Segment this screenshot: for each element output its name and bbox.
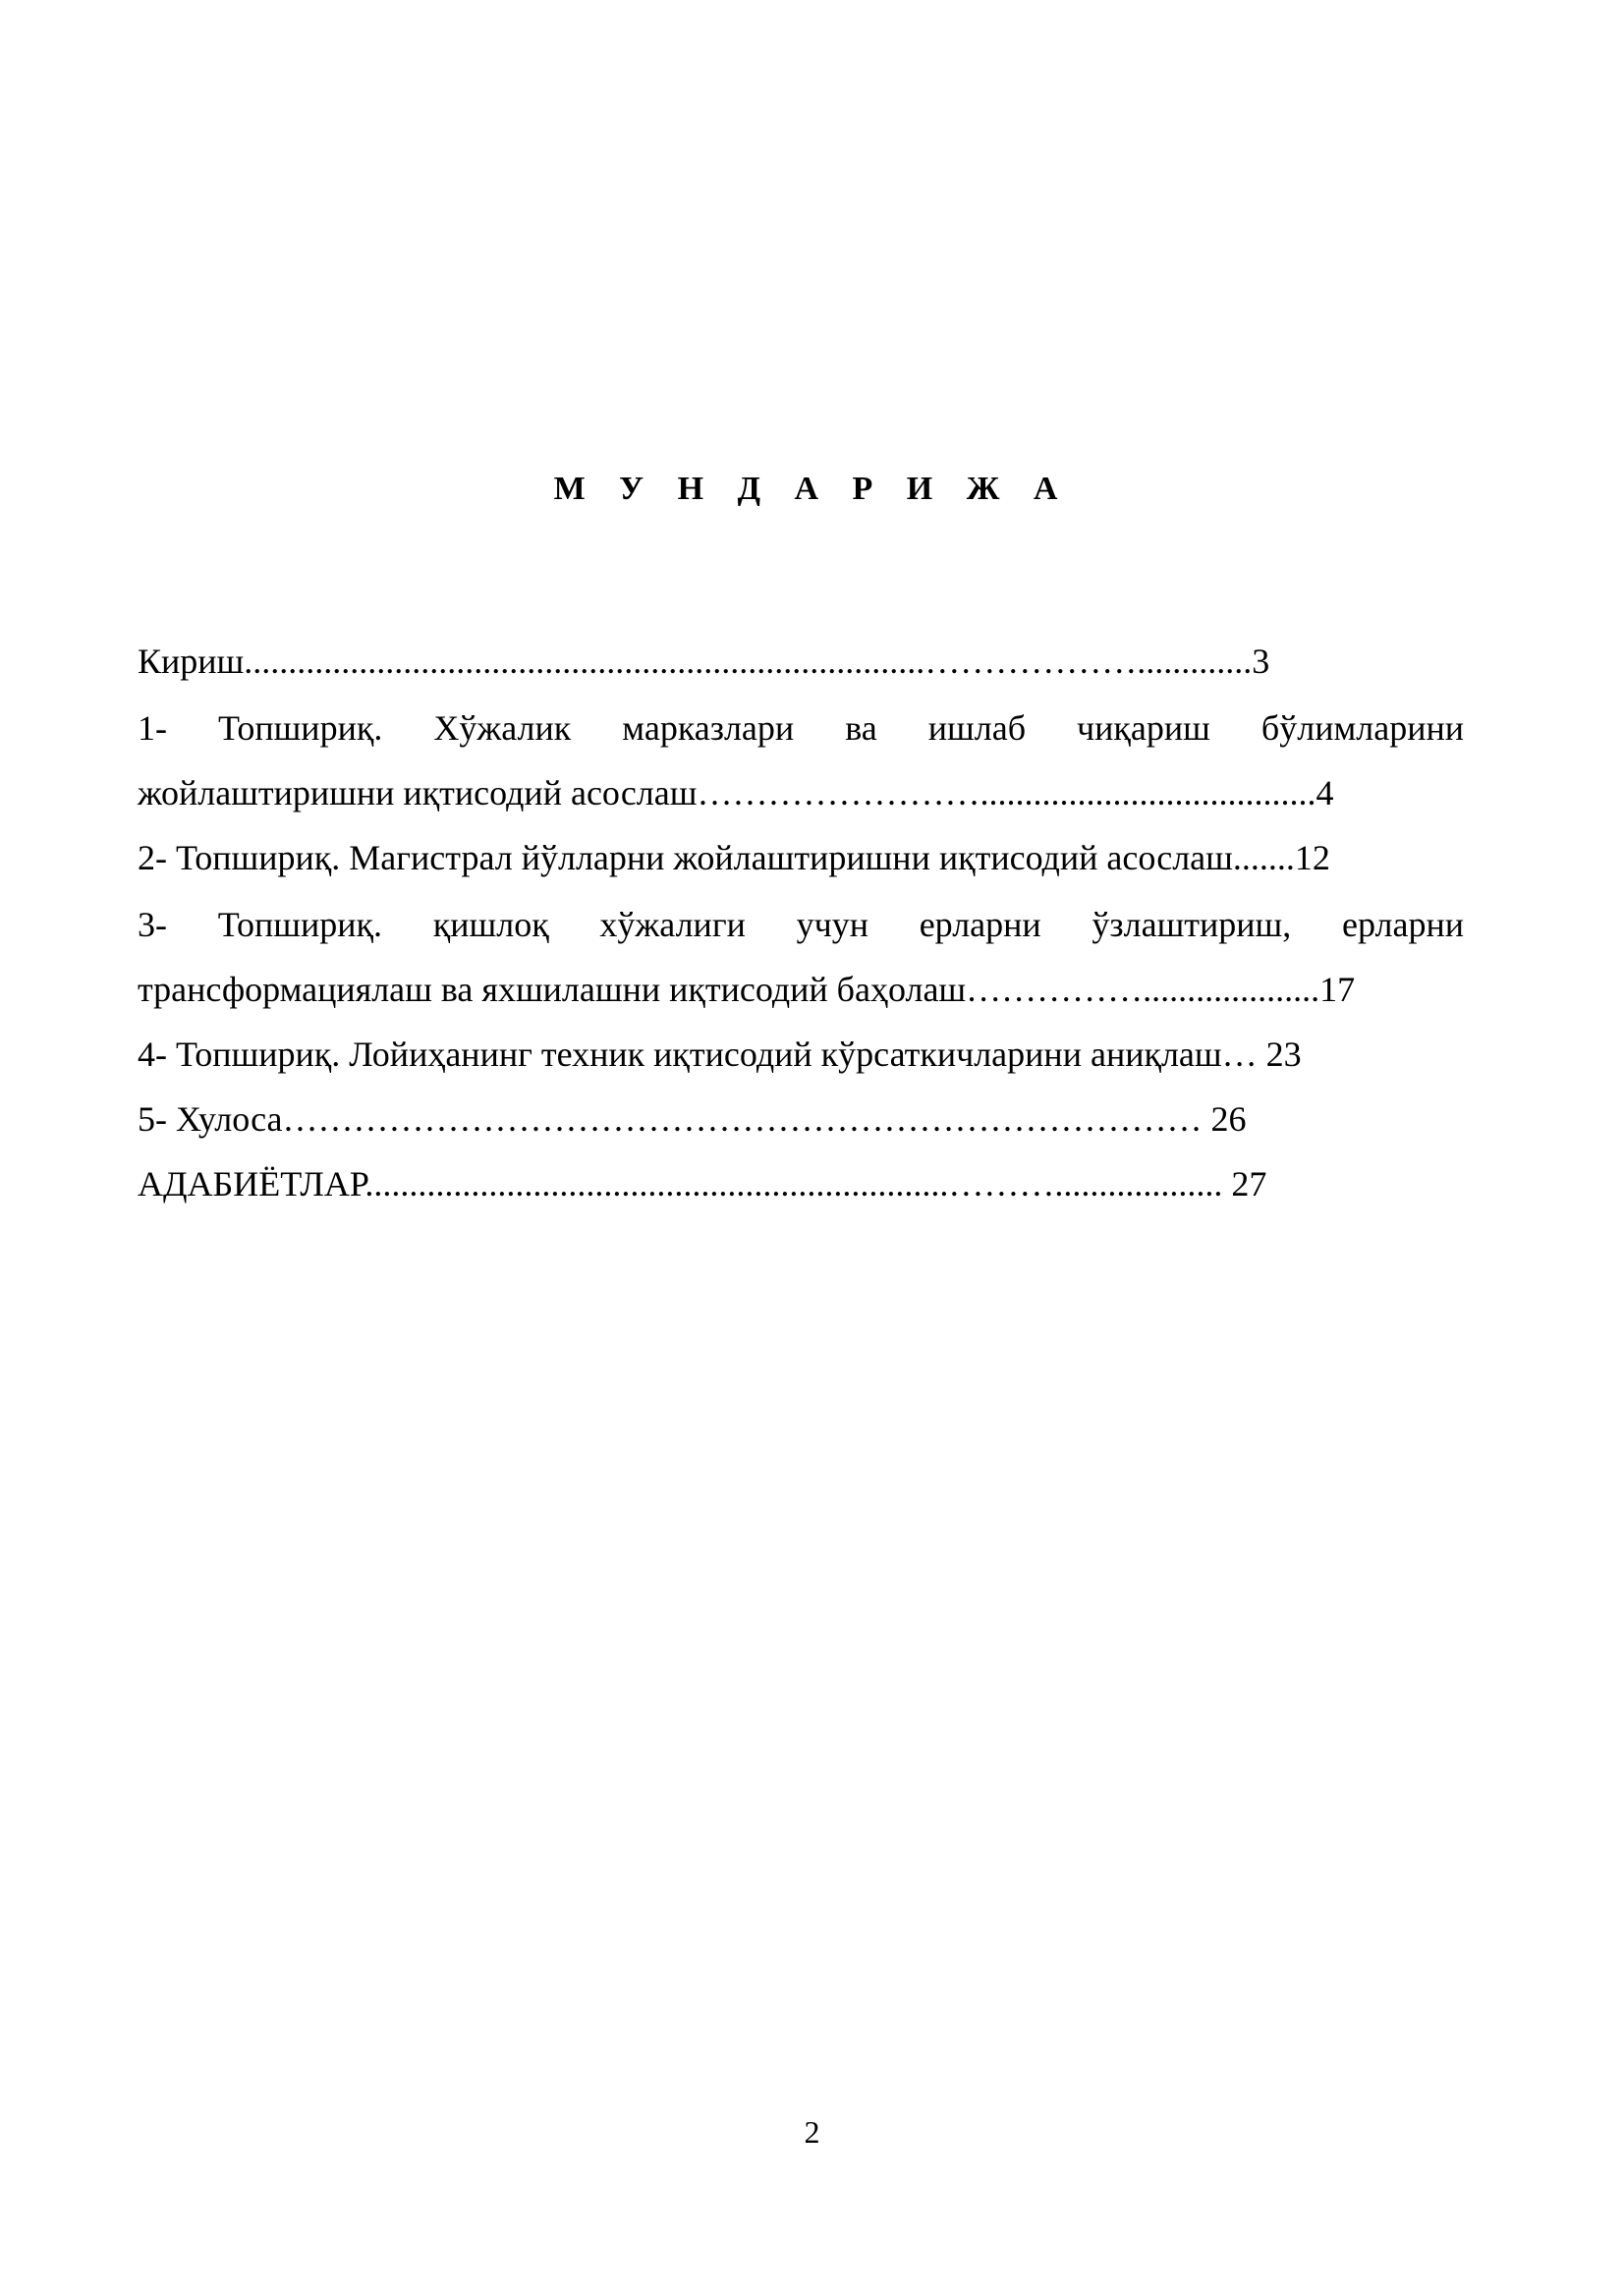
toc-entry-task-1-line-1 <box>138 703 1464 753</box>
toc-entry-task-3-line-1 <box>138 900 1464 949</box>
toc-entry-text: 3- Топшириқ. қишлоқ хўжалиги учун ерларни ўзлаштириш, ерларни <box>138 905 1464 944</box>
page-number: 2 <box>804 2114 820 2150</box>
toc-entry-task-3-line-2 <box>138 965 1464 1014</box>
toc-entry-text: 5- Хулоса…………………………………………………………………… 26 <box>138 1099 1247 1139</box>
toc-entry-text: трансформациялаш ва яхшилашни иқтисодий баҳолаш……………....................17 <box>138 970 1356 1009</box>
toc-entry-conclusion <box>138 1094 1464 1144</box>
toc-entry-task-2 <box>138 833 1464 882</box>
toc-entry-introduction <box>138 637 1464 686</box>
toc-entry-text: АДАБИЁТЛАР..................................................................………................... 27 <box>138 1164 1267 1203</box>
toc-entry-text: жойлаштиришни иқтисодий асослаш……………………......................................4 <box>138 773 1334 812</box>
toc-entry-text: 1- Топшириқ. Хўжалик марказлари ва ишлаб чиқариш бўлимларини <box>138 708 1464 748</box>
toc-entry-task-4 <box>138 1030 1464 1079</box>
toc-entry-references <box>138 1159 1464 1208</box>
toc-entry-text: 2- Топшириқ. Магистрал йўлларни жойлаштиришни иқтисодий асослаш.......12 <box>138 838 1330 877</box>
toc-entry-task-1-line-2 <box>138 768 1464 817</box>
toc-entry-text: Кириш.............................................................................……………….............3 <box>138 642 1270 681</box>
page-title: М У Н Д А Р И Ж А <box>553 471 1071 507</box>
toc-entry-text: 4- Топшириқ. Лойиҳанинг техник иқтисодий кўрсаткичларини аниқлаш… 23 <box>138 1035 1302 1074</box>
